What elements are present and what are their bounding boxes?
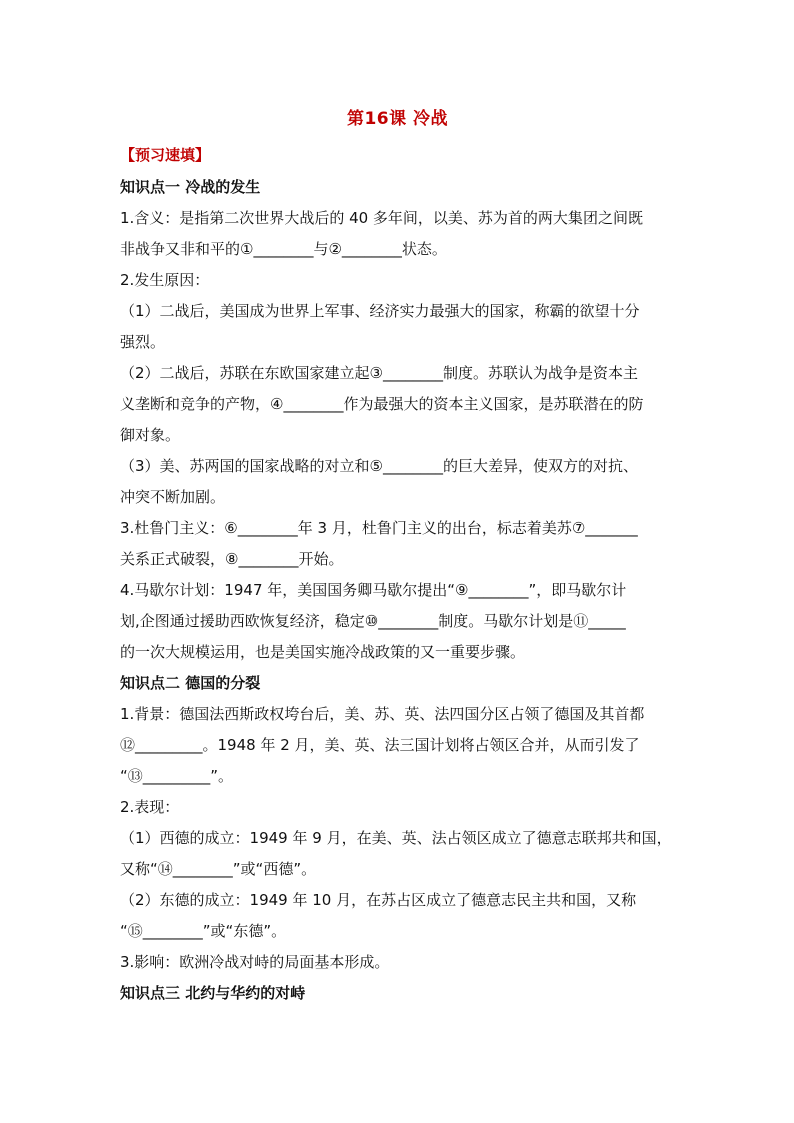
text-line: 划,企图通过援助西欧恢复经济，稳定⑩________制度。马歇尔计划是⑪_____ [120,612,626,630]
knowledge-point-heading: 知识点二 德国的分裂 [120,674,261,692]
text-line: （2）东德的成立：1949 年 10 月，在苏占区成立了德意志民主共和国，又称 [120,891,637,909]
text-line: （1）西德的成立：1949 年 9 月，在美、英、法占领区成立了德意志联邦共和国， [120,829,672,847]
text-line: （2）二战后，苏联在东欧国家建立起③________制度。苏联认为战争是资本主 [120,364,638,382]
text-line: 强烈。 [120,333,166,351]
text-line: 非战争又非和平的①________与②________状态。 [120,240,447,258]
text-line: 2.表现： [120,798,180,816]
text-line: 1.含义：是指第二次世界大战后的 40 多年间，以美、苏为首的两大集团之间既 [120,209,643,227]
document-body [120,172,675,1009]
knowledge-point-heading: 知识点一 冷战的发生 [120,178,261,196]
section-tag: 【预习速填】 [120,146,211,164]
text-line: 义垄断和竞争的产物，④________作为最强大的资本主义国家，是苏联潜在的防 [120,395,644,413]
text-line: 又称“⑭________”或“西德”。 [120,860,317,878]
text-line: “⑮________”或“东德”。 [120,922,287,940]
text-line: 3.杜鲁门主义：⑥________年 3 月，杜鲁门主义的出台，标志着美苏⑦_______ [120,519,638,537]
knowledge-point-heading: 知识点三 北约与华约的对峙 [120,984,306,1002]
lesson-title: 第16课 冷战 [346,109,449,129]
text-line: ⑫_________。1948 年 2 月，美、英、法三国计划将占领区合并，从而引发了 [120,736,640,754]
text-line: 1.背景：德国法西斯政权垮台后，美、苏、英、法四国分区占领了德国及其首都 [120,705,645,723]
text-line: 关系正式破裂，⑧________开始。 [120,550,344,568]
text-line: 2.发生原因： [120,271,210,289]
text-line: “⑬_________”。 [120,767,234,785]
text-line: 3.影响：欧洲冷战对峙的局面基本形成。 [120,953,390,971]
text-line: （1）二战后，美国成为世界上军事、经济实力最强大的国家，称霸的欲望十分 [120,302,640,320]
text-line: （3）美、苏两国的国家战略的对立和⑤________的巨大差异，使双方的对抗、 [120,457,638,475]
text-line: 的一次大规模运用，也是美国实施冷战政策的又一重要步骤。 [120,643,526,661]
text-line: 4.马歇尔计划：1947 年，美国国务卿马歇尔提出“⑨________”，即马歇尔计 [120,581,627,599]
text-line: 冲突不断加剧。 [120,488,226,506]
text-line: 御对象。 [120,426,181,444]
